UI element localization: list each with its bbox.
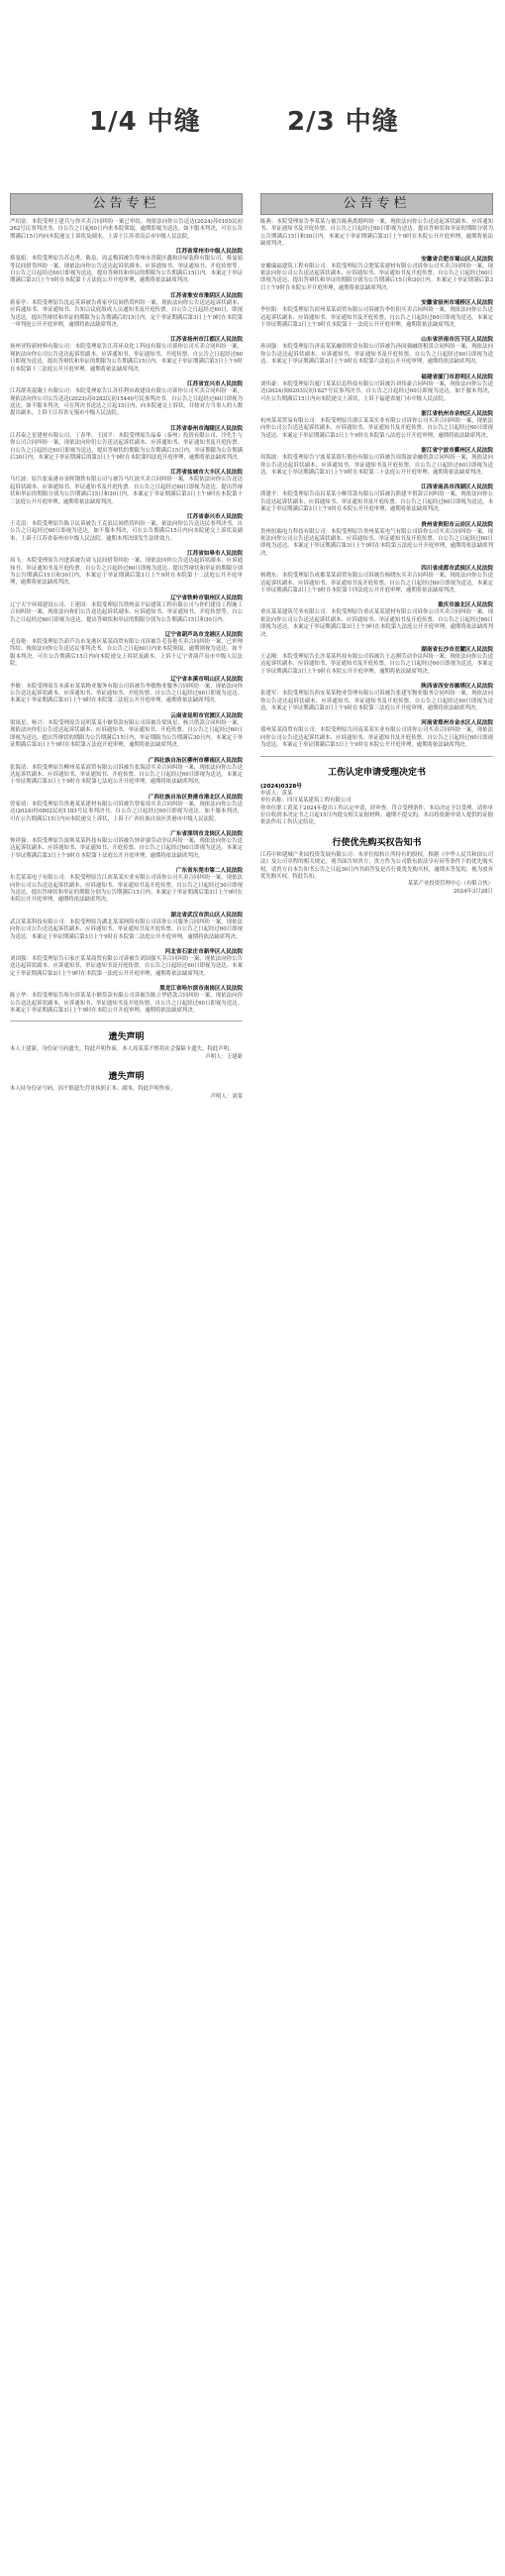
court-notice-issuer: 安徽省宿州市埇桥区人民法院 [421,300,493,307]
court-notice [10,593,243,624]
court-notice [260,219,493,249]
court-notice [10,630,243,669]
court-notice-issuer: 江苏省淮安市淮阴区人民法院 [170,292,243,299]
court-notice-issuer: 云南省昆明市官渡区人民法院 [170,712,243,719]
court-notice [260,446,493,477]
court-notice-issuer: 广东省深圳市龙岗区人民法院 [170,830,243,837]
court-notice-issuer: 湖北省武汉市洪山区人民法院 [170,912,243,918]
court-notice-issuer: 陕西省西安市雁塔区人民法院 [421,684,493,691]
court-notice [10,512,243,543]
work-injury-decision-body: 申请人：黄某 单位名称：四川某某建筑工程有限公司 你单位职工黄某于2024年提出工伤认定申请，经审查，符合受理条件，本局决定予以受理。请你单位自收到本决定书之日起15日内提交相关证据材料。逾期不提交的，本局将依据申请人提供的证据依法作出工伤认定结论。 [260,790,493,826]
preemption-notice-signature: 某某产业投资管理中心（有限合伙） [407,881,493,888]
court-notice-issuer: 湖南省长沙市岳麓区人民法院 [421,647,493,654]
court-notice-body: 王克浪：本院受理原告陈卫民诉被告王克浪民间借贷纠纷一案，依法向你公告送达民事判决书。自公告之日起经过60日即视为送达。如不服本判决，可在公告期满后15日内向本院递交上诉状及副本，上诉于江苏省泰州市中级人民法院。逾期本判决即发生法律效力。 [10,520,243,542]
lost-statement-title-2: 遗失声明 [108,1072,145,1083]
court-notice-body: 安徽瑞福建筑工程有限公司：本院受理原告合肥某某建材有限公司诉你公司买卖合同纠纷一案，现依法向你公司公告送达起诉状副本、应诉通知书、举证通知书及开庭传票。自公告之日起经过60日即视为送达。提出答辩状和举证的期限分别为公告期满后15日和30日内。本案定于举证期满后第3日上午9时在本院公开开庭审理，逾期将依法缺席判决。 [260,263,493,291]
lost-statement-signature: 声明人：王建新 [205,1053,243,1060]
left-notice-column [10,193,243,2551]
lost-statement-signature-2: 声明人：刘某 [210,1093,243,1100]
court-notice [260,682,493,712]
court-notice-issuer: 山东省济南市历下区人民法院 [421,337,493,344]
court-notice-issuer: 江苏省扬州市江都区人民法院 [170,337,243,344]
court-notice-issuer: 江西省南昌市西湖区人民法院 [421,484,493,491]
court-notice [10,711,243,750]
court-notice-body: 张建军：本院受理原告西安某某物业管理有限公司诉被告张建军物业服务合同纠纷一案，现依法向你公告送达起诉状副本、应诉通知书、举证通知书及开庭传票。自公告之日起经过60日即视为送达。本案定于举证期满后第3日上午9时在本院第三法庭公开开庭审理，逾期将依法缺席判决。 [260,691,493,712]
court-notice-issuer: 江苏省泰兴市人民法院 [187,513,243,520]
court-notice-issuer: 重庆市渝北区人民法院 [438,602,493,609]
court-notice [260,645,493,676]
court-notice-issuer: 河北省石家庄市新华区人民法院 [164,949,243,955]
court-notice-issuer: 四川省成都市武侯区人民法院 [421,566,493,573]
right-notice-list [260,219,493,750]
court-notice [260,335,493,366]
preemption-notice-date: 2024年3月28日 [453,888,493,895]
court-notice-issuer: 安徽省合肥市蜀山区人民法院 [421,256,493,263]
lost-statement-body: 本人王建新，身份证号码遗失，特此声明作废。本人周某某不慎将社会保障卡遗失，特此声明。 [10,1046,235,1053]
court-notice [10,247,243,285]
court-notice [10,829,243,860]
preemption-notice-title: 行使优先购买权告知书 [332,837,422,848]
court-notice-issuer: 江苏省泰州市海陵区人民法院 [170,425,243,432]
court-notice [10,911,243,941]
court-notice-body: 严绍富：本院受理王建兵与你买卖合同纠纷一案已审结。现依法向你公告送达(2024)苏0105民初262号民事判决书。自公告之日起60日内来本院领取，逾期即视为送达。如不服本判决，可在公告期满后15日内向本院递交上诉状及副本，上诉于江苏省南京市中级人民法院。 [10,219,243,240]
court-notice [260,298,493,329]
court-notice-body: 周海波：本院受理原告宁波某某银行股份有限公司诉被告周海波金融借款合同纠纷一案，现依法向你公告送达起诉状副本、应诉通知书、举证通知书及开庭传票。自公告之日起经过60日即视为送达。本案定于举证期满后第3日上午9时在本院第二十法庭公开开庭审理，逾期将依法缺席判决。 [260,455,493,476]
fold-marker-right: 2/3 中缝 [287,107,399,137]
court-notice-body: 刘国强：本院受理原告石家庄某某商贸有限公司诉被告刘国强买卖合同纠纷一案，现依法向你公告送达起诉状副本、应诉通知书、举证通知书及开庭传票。自公告之日起经过60日即视为送达。本案定于举证期满后第3日上午9时在本院第一法庭公开开庭审理，逾期将依法缺席判决。 [10,956,243,977]
court-notice [10,219,243,241]
right-section-header: 公告专栏 [260,193,493,215]
preemption-notice-body: 江苏中和建城产业园投资发展有限公司：本单位拟转让所持有的股权，根据《中华人民共和国公司法》及公司章程的相关规定，现书面告知贵方，贵方作为公司股东依法享有同等条件下的优先购买权。请贵方自本告知书公告之日起30日内书面答复是否行使优先购买权，逾期未答复的，视为放弃优先购买权。特此告知。 [260,851,493,880]
court-notice [260,373,493,403]
court-notice-body: 周飞：本院受理原告冯进诉被告周飞民间借贷纠纷一案，现依法向你公告送达起诉状副本、应诉通知书、举证通知书及开庭传票。自公告之日起经过60日即视为送达。提出答辩状和举证的期限分别为公告期满后15日和30日内。本案定于举证期满后第3日上午9时在本院第十二法庭公开开庭审理，逾期将依法缺席判决。 [10,558,243,587]
court-notice-issuer: 浙江省杭州市余杭区人民法院 [421,410,493,417]
court-notice-body: 毛春艳：本院受理原告葫芦岛市龙港区某某商贸有限公司诉被告毛春艳买卖合同纠纷一案，已审理终结。现依法向你公告送达民事判决书。自公告之日起60日内来本院领取，逾期则视为送达。如不服本判决，可在公告期满后15日内向本院递交上诉状及副本，上诉于辽宁省葫芦岛市中级人民法院。 [10,639,243,668]
court-notice-issuer: 贵州省贵阳市云岩区人民法院 [421,521,493,528]
court-notice-body: 刘伟豪：本院受理原告厦门某某信息科技有限公司诉被告刘伟豪合同纠纷一案，现依法向你公告送达(2024)闽0203民初1827号民事判决书。自公告之日起经过60日即视为送达。如不服本判决，可在公告期满后15日内向本院递交上诉状，上诉于福建省厦门市中级人民法院。 [260,380,493,402]
court-notice [260,483,493,513]
court-notice-issuer: 广西壮族自治区贵港市港北区人民法院 [148,794,243,801]
court-notice-body: 东莞某某电子有限公司：本院受理原告江西某某实业有限公司诉你公司买卖合同纠纷一案，现依法向你公司公告送达起诉状副本、应诉通知书、举证通知书及开庭传票。自公告之日起经过30日即视为送达。提出答辩状和举证的期限分别为公告期满后15日内。本案定于举证期满后第3日上午9时在本院公开开庭审理，逾期将依法缺席判决。 [10,875,243,904]
court-notice-body: 辽宁天宇环境建设公司、王建国：本院受理原告铁岭县宇辰建筑工程有限公司与你们建设工程施工合同纠纷一案，现依法向你们公告送达起诉状副本、应诉通知书、举证通知书、开庭传票等。自公告之日起经过60日即视为送达。提出答辩状和举证的期限分别为公告期满后15日和30日内。 [10,601,243,623]
court-notice-body: 江苏泰之星建材有限公司、丁春华、王国平：本院受理原告晶泰（泰州）投资有限公司、冷先生与你公司合同纠纷一案，现依法向你们公告送达起诉状副本、应诉通知书、举证通知书及开庭传票。自公告之日起经过60日即视为送达。提出答辩状的期限为公告期满后15日内，举证期限为公告期满后30日内。本案定于举证期满后的第3日上午9时在本院第四法庭开庭审理，逾期将依法缺席判决。 [10,432,243,461]
court-notice-body: 重庆某某建筑劳务有限公司：本院受理原告重庆某某建材有限公司诉你公司买卖合同纠纷一案，现依法向你公司公告送达起诉状副本、应诉通知书、举证通知书及开庭传票。自公告之日起经过60日即视为送达。本案定于举证期满后第3日上午9时在本院第九法庭公开开庭审理，逾期将依法缺席判决。 [260,609,493,638]
court-notice [10,379,243,418]
right-notice-column [260,193,493,2551]
court-notice-body: 扬州亚特新材料有限公司：本院受理原告江苏环众化工科技有限公司诉你公司买卖合同纠纷一案，现依法向你公司公告送达起诉状副本、应诉通知书、举证通知书、开庭传票。自公告之日起经过60日即视为送达。提出答辩状和举证的期限为公告期满后15日内。本案定于举证期满后第3日上午9时在本院第十三法庭公开开庭审理。逾期将依法缺席判决。 [10,344,243,373]
court-notice-issuer: 辽宁省本溪市明山区人民法院 [170,676,243,683]
court-notice-body: 蒋家亭：本院受理原告沈远英诉被告蒋家亭民间借贷纠纷一案，现依法向你公告送达起诉状副本、应诉通知书、举证通知书、告知合议庭组成人员通知书及开庭传票。自公告之日起经过60日，即视为送达。提出答辩状和举证的期限为公告期满后的15日内。定于举证期满后第3日上午9时在本院第一审判庭公开开庭审理，逾期将依法缺席判决。 [10,299,243,329]
court-notice-body: 曾家靖：本院受理原告贵港某某建材有限公司诉被告曾家靖买卖合同纠纷一案，现依法向你公告送达(2024)桂0802民初1183号民事判决书。自公告之日起经过60日即视为送达。如不服本判决，可在公告期满后15日内向本院递交上诉状，上诉于广西壮族自治区贵港市中级人民法院。 [10,801,243,822]
divider [260,756,493,757]
court-notice [10,756,243,787]
court-notice-issuer: 浙江省宁波市鄞州区人民法院 [421,448,493,455]
court-notice-issuer: 黑龙江省哈尔滨市南岗区人民法院 [159,986,243,993]
lost-statement-title: 遗失声明 [108,1032,145,1043]
court-notice-body: 王志刚：本院受理原告长沙某某科技有限公司诉被告王志刚劳动争议纠纷一案，现依法向你公告送达起诉状副本、应诉通知书、举证通知书及开庭传票。自公告之日起经过60日即视为送达。本案定于举证期满后第3日上午9时在本院公开开庭审理，逾期将依法缺席判决。 [260,654,493,675]
court-notice-body: 梁凤星、杨兴：本院受理原告昆明某某小额贷款有限公司诉被告梁凤星、杨兴借款合同纠纷一案，现依法向你们公告送达起诉状副本、应诉通知书、举证通知书、开庭传票。自公告之日起经过60日即视为送达。提出答辩状的期限为公告期满后15日内，举证期限为公告期满后30日内。本案定于举证期满后第3日上午9时在本院第五法庭开庭审理，逾期将依法缺席判决。 [10,719,243,749]
court-notice-body: 武汉某某科技有限公司：本院受理原告湖北某某网络有限公司诉你公司服务合同纠纷一案，现依法向你公司公告送达起诉状副本、应诉通知书、举证通知书及开庭传票。自公告之日起经过60日即视为送达。本案定于举证期满后第3日上午9时在本院第二法庭公开开庭审理，逾期将依法缺席判决。 [10,918,243,940]
court-notice [260,520,493,559]
court-notice-body: 贵州恒瑞电力科技有限公司：本院受理原告贵州某某电气有限公司诉你公司买卖合同纠纷一案，现依法向你公司公告送达起诉状副本、应诉通知书、举证通知书及开庭传票。自公告之日起经过60日即视为送达。本案定于举证期满后第3日上午9时在本院第五法庭公开开庭审理，逾期将依法缺席判决。 [260,528,493,557]
court-notice-body: 郑州某某商贸有限公司：本院受理原告河南某某实业有限公司诉你公司买卖合同纠纷一案，现依法向你公司公告送达起诉状副本、应诉通知书、举证通知书及开庭传票。自公告之日起经过60日即视为送达。本案定于举证期满后第3日上午9时在本院公开开庭审理，逾期将依法缺席判决。 [260,727,493,749]
court-notice-body: 张海清：本院受理原告柳州某某商贸有限公司诉被告张海清买卖合同纠纷一案，现依法向你公告送达起诉状副本、应诉通知书、举证通知书、开庭传票。自公告之日起经过60日即视为送达。本案定于举证期满后第3日上午9时在本院第七法庭公开开庭审理，逾期将依法缺席判决。 [10,764,243,786]
court-notice-issuer: 江苏省盐城市大丰区人民法院 [170,470,243,477]
court-notice-body: 李恒阳：本院受理原告宿州某某商贸有限公司诉被告李恒阳买卖合同纠纷一案，现依法向你公告送达起诉状副本、应诉通知书、举证通知书及开庭传票。自公告之日起经过60日即视为送达。本案定于举证期满后第3日上午9时在本院第十一法庭公开开庭审理，逾期将依法缺席判决。 [260,307,493,329]
court-notice [10,675,243,705]
fold-marker-left: 1/4 中缝 [89,107,201,137]
court-notice-body: 陈燕：本院受理原告李某某与被告陈燕离婚纠纷一案，现依法向你公告送达起诉状副本、应诉通知书、举证通知书及开庭传票。自公告之日起经过60日即视为送达。提出答辩状和举证的期限分别为公告期满后15日和30日内。本案定于举证期满后第3日上午9时在本院公开开庭审理，逾期将依法缺席判决。 [260,219,493,248]
court-notice [10,291,243,330]
left-notice-list [10,219,243,1015]
court-notice-issuer: 辽宁省铁岭市银州区人民法院 [170,594,243,601]
court-notice-issuer: 江苏省宜兴市人民法院 [187,381,243,388]
court-notice-issuer: 河南省郑州市金水区人民法院 [421,720,493,727]
court-notice-issuer: 江苏省如皋市人民法院 [187,551,243,558]
notice-code: (2024)0328号 [260,783,302,790]
court-notice [10,424,243,463]
court-notice [260,718,493,749]
court-notice [10,468,243,506]
court-notice-issuer: 广西壮族自治区柳州市柳南区人民法院 [148,757,243,764]
court-notice [10,947,243,978]
court-notice [260,600,493,639]
court-notice [260,255,493,293]
court-notice-body: 杭州某某贸易有限公司：本院受理原告浙江某某实业有限公司诉你公司买卖合同纠纷一案，现依法向你公司公告送达起诉状副本、应诉通知书、举证通知书及开庭传票。自公告之日起经过60日即视为送达。本案定于举证期满后第3日上午9时在本院第八法庭公开开庭审理，逾期将依法缺席判决。 [260,417,493,439]
work-injury-decision-title: 工伤认定申请受理决定书 [327,767,426,778]
court-notice [10,984,243,1015]
court-notice-body: 钟祥强：本院受理原告深圳某某科技有限公司诉被告钟祥强劳动争议纠纷一案，现依法向你公告送达起诉状副本、应诉通知书、举证通知书、开庭传票。自公告之日起经过60日即视为送达。本案定于举证期满后第3日上午9时在本院第十法庭公开开庭审理，逾期将依法缺席判决。 [10,837,243,859]
divider [10,1020,243,1021]
court-notice-body: 江苏群英混凝土有限公司：本院受理原告江苏佳利市政建设有限公司诉你公司买卖合同纠纷一案，现依法向你公司公告送达(2023)苏0282民初15440号民事判决书。自公告之日起经过60日即视为送达。如不服本判决，可在判决书送达之日起15日内，向本院递交上诉状，并按对方当事人的人数提出副本，上诉于江苏省无锡市中级人民法院。 [10,388,243,417]
court-notice-issuer: 广东省东莞市第二人民法院 [175,868,243,875]
lost-statement-body-2: 本人持身份证号码，因不慎遗失营业执照正本、副本，特此声明作废。 [10,1086,176,1093]
court-notice [260,564,493,594]
court-notice-body: 熊建平：本院受理原告南昌某某小额贷款有限公司诉被告熊建平借款合同纠纷一案，现依法向你公告送达起诉状副本、应诉通知书、举证通知书及开庭传票。自公告之日起经过60日即视为送达。本案定于举证期满后第3日上午9时在本院公开开庭审理，逾期将依法缺席判决。 [260,491,493,513]
court-notice [260,409,493,440]
left-section-header: 公告专栏 [10,193,243,215]
court-notice-body: 马红波：原告张家港市金晖钢铁有限公司与被告马红波买卖合同纠纷一案，本院依法向你公告送达起诉状副本、应诉通知书、举证通知书及开庭传票。自公告之日起经过60日即视为送达。提出答辩状和举证的期限分别为公告期满后15日和30日内。本案定于举证期满后第3日上午9时在本院第十三法庭公开开庭审理，逾期将依法缺席判决。 [10,477,243,505]
court-notice [10,866,243,905]
court-notice-issuer: 江苏省常州市中级人民法院 [175,249,243,256]
court-notice [10,335,243,374]
court-notice-body: 陈立华：本院受理原告哈尔滨某某小额贷款有限公司诉被告陈立华借款合同纠纷一案，现依法向你公告送达起诉状副本、应诉通知书、举证通知书及开庭传票。自公告之日起经过60日即视为送达。本案定于举证期满后第3日上午9时在本院公开开庭审理，逾期将依法缺席判决。 [10,993,243,1015]
court-notice [10,549,243,588]
court-notice-body: 杨晓东：本院受理原告成都某某商贸有限公司诉被告杨晓东买卖合同纠纷一案，现依法向你公告送达起诉状副本、应诉通知书、举证通知书及开庭传票。自公告之日起经过60日即视为送达。本案定于举证期满后第3日上午9时在本院第十四法庭公开开庭审理，逾期将依法缺席判决。 [260,573,493,593]
court-notice-issuer: 福建省厦门市思明区人民法院 [421,374,493,380]
court-notice-issuer: 辽宁省葫芦岛市龙港区人民法院 [164,632,243,639]
court-notice-body: 蔡曼娟：本院受理原告苏志勇、陈泉、周孟梅诉被告常州市晋陵区鑫和房屋装修有限公司、蔡曼娟等民间借贷纠纷一案，现依法向你公告送达起诉状副本、应诉通知书、举证通知书、开庭传票等。自公告之日起经过60日即视为送达。提出答辩状和举证的期限为公告期满后15日内。本案定于举证期满后第3日上午9时在本院第十五法庭公开开庭审理，逾期将依法缺席判决。 [10,256,243,284]
court-notice-body: 孙国强：本院受理原告济南某某融资租赁有限公司诉被告孙国强融资租赁合同纠纷一案，现依法向你公告送达起诉状副本、应诉通知书、举证通知书及开庭传票。自公告之日起经过60日即视为送达。本案定于举证期满后第3日上午9时在本院第六法庭公开开庭审理，逾期将依法缺席判决。 [260,344,493,366]
court-notice-body: 李敏：本院受理原告本溪市某某物业服务有限公司诉被告李敏物业服务合同纠纷一案，现依法向你公告送达起诉状副本、应诉通知书、举证通知书、开庭传票。自公告之日起经过60日即视为送达。本案定于举证期满后第3日上午9时在本院第三法庭公开开庭审理，逾期将依法缺席判决。 [10,683,243,704]
court-notice [10,793,243,823]
